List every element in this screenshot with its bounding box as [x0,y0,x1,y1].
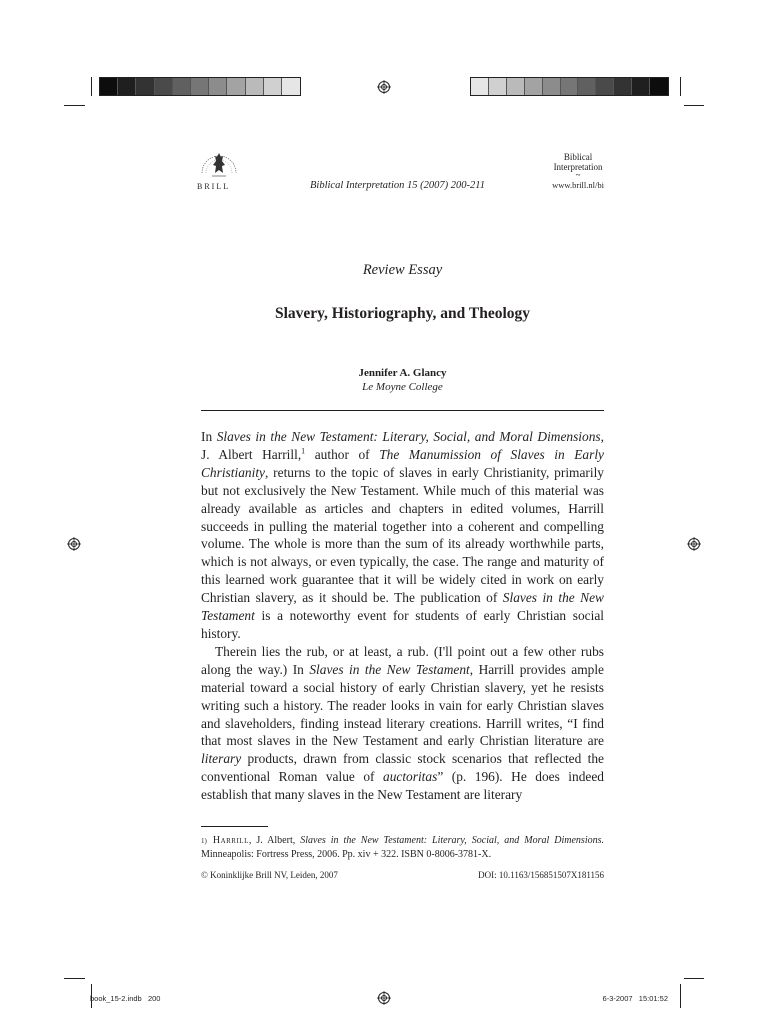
copyright: © Koninklijke Brill NV, Leiden, 2007 [201,870,338,880]
emphasis: auctoritas [383,769,438,785]
color-swatch [596,78,614,95]
text-run: products, drawn from classic stock scenarios that reflected the conventional Roman value of [201,751,604,785]
heading-rule [201,410,604,411]
footnote-rule [201,826,268,827]
color-swatch [614,78,632,95]
book-title: Slaves in the New Testament [201,590,604,624]
color-swatch [118,78,136,95]
text-run: In [201,429,217,444]
text-run: author of [305,446,380,462]
color-swatch [471,78,489,95]
color-swatch [100,78,118,95]
crop-mark [684,105,704,106]
color-swatch [173,78,191,95]
journal-citation: Biblical Interpretation 15 (2007) 200-211 [310,180,485,191]
text-run: ” (p. 196). He does indeed establish that many slaves in the New Testament are literary [201,769,604,803]
crop-mark [680,77,681,96]
text-run: , Harrill provides ample material toward a social history of early Christian slavery, yet he resists writing such a history. The reader looks in vain for early Christian slaves and slaveholders, finding instead literary creations. Harrill writes, “I find that most slaves in the New Testament and early Christian literature are [201,661,605,749]
color-swatch [282,78,300,95]
crop-mark [684,978,704,979]
paragraph [201,643,604,804]
journal-name-block [552,152,604,190]
crop-mark [91,77,92,96]
color-swatch [264,78,282,95]
color-swatch [507,78,525,95]
book-title: The Manumission of Slaves in Early Christianity [201,446,604,480]
text-run: Therein lies the rub, or at least, a rub. (I'll point out a few other rubs along the way.) In [201,643,604,677]
publisher-name: BRILL [197,182,231,191]
text-run: Minneapolis: Fortress Press, 2006. Pp. xiv + 322. ISBN 0-8006-3781-X. [201,849,492,860]
color-swatch [543,78,561,95]
crop-mark [64,105,85,106]
journal-tilde: ~ [575,170,581,180]
color-swatch [578,78,596,95]
registration-target-icon [67,537,81,551]
section-label: Review Essay [362,262,443,278]
registration-bar-left [99,77,301,96]
paragraph [201,428,604,643]
text-run: , J. Albert, [248,835,301,846]
crop-mark [680,984,681,1008]
author-name: Jennifer A. Glancy [358,367,447,379]
registration-target-icon [377,991,391,1005]
slug-file-info: book_15-2.indb 200 [90,994,161,1003]
color-swatch [227,78,245,95]
color-swatch [632,78,650,95]
article-title: Slavery, Historiography, and Theology [274,305,531,322]
journal-name-line: Interpretation [553,162,603,172]
color-swatch [246,78,264,95]
color-swatch [155,78,173,95]
text-run: , J. Albert Harrill, [201,429,604,462]
author-affiliation: Le Moyne College [362,381,443,393]
color-swatch [136,78,154,95]
book-title: Slaves in the New Testament: Literary, Social, and Moral Dimensions [216,429,601,444]
journal-url: www.brill.nl/bi [552,180,604,190]
registration-bar-right [470,77,669,96]
text-run: is a noteworthy event for students of early Christian social history. [201,608,604,641]
book-title: Slaves in the New Testament: Literary, Social, and Moral Dimensions. [300,835,604,846]
color-swatch [650,78,668,95]
slug-timestamp: 6-3-2007 15:01:52 [602,994,668,1003]
emphasis: literary [201,751,242,767]
color-swatch [561,78,579,95]
color-swatch [489,78,507,95]
registration-target-icon [687,537,701,551]
crop-mark [64,978,85,979]
doi: DOI: 10.1163/156851507X181156 [478,870,604,880]
text-run: , returns to the topic of slaves in early Christianity, primarily but not exclusively the New Testament. While much of this material was already available as articles and chapters in edited volumes, Harrill succeeds in pulling the material together into a coherent and compelling volume. The whole is more than the sum of its already worthwhile parts, which is not always, or even typically, the case. The range and maturity of this learned work guarantee that it will be widely cited in work on early Christian slavery, as it should be. The publication of [201,464,604,606]
footnote [201,834,604,862]
footnote-ref: 1 [301,446,306,456]
color-swatch [191,78,209,95]
color-swatch [525,78,543,95]
brill-logo-icon [196,143,242,181]
journal-name-line: Biblical [563,152,593,162]
book-title: Slaves in the New Testament [309,661,470,677]
body-text [201,428,604,804]
footnote-author: Harrill [212,835,249,846]
footnote-number: 1) [201,837,207,845]
registration-target-icon [377,80,391,94]
color-swatch [209,78,227,95]
